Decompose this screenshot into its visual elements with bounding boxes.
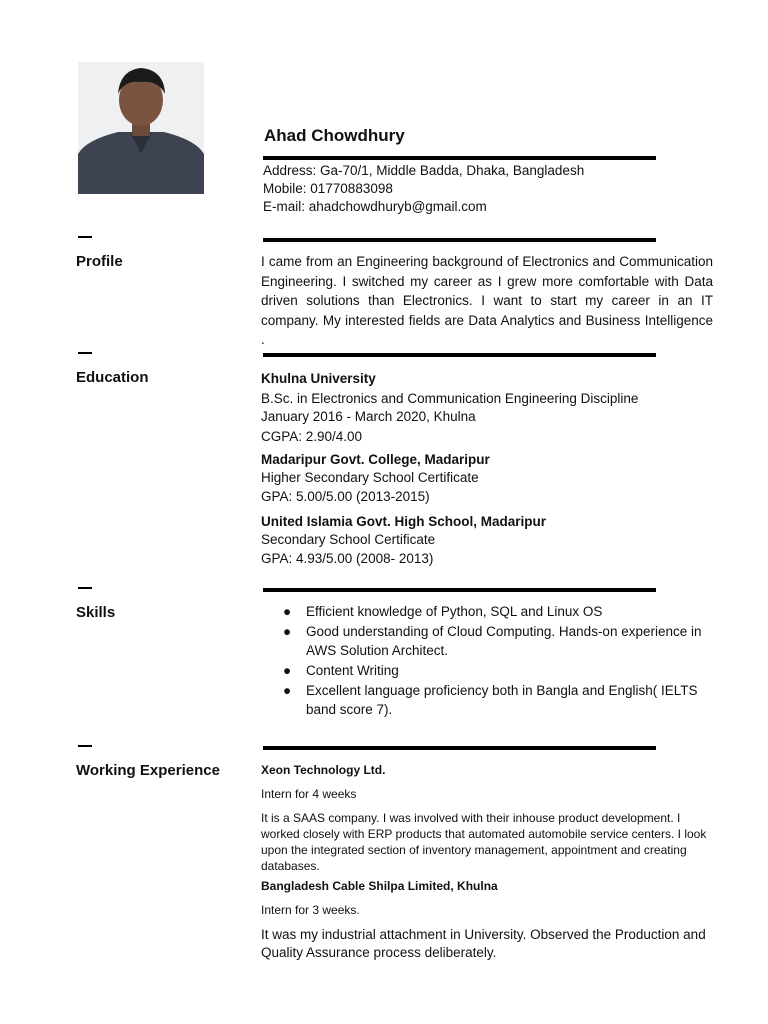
list-item: ● Good understanding of Cloud Computing. Hands-on experience in AWS Solution Architect. bbox=[283, 624, 702, 658]
list-item: ● Content Writing bbox=[283, 663, 399, 678]
grade: GPA: 5.00/5.00 (2013-2015) bbox=[261, 489, 430, 504]
person-photo-icon bbox=[78, 62, 204, 194]
job-description: It was my industrial attachment in University. Observed the Production and Quality Assurance process deliberately. bbox=[261, 927, 706, 960]
education-entry bbox=[261, 370, 721, 446]
address: Address: Ga-70/1, Middle Badda, Dhaka, Bangladesh bbox=[263, 163, 585, 178]
job-description: It is a SAAS company. I was involved with their inhouse product development. I worked closely with ERP products that automated automobile service centers. I look upon the integrated section of inventory management, appointment and creating databases. bbox=[261, 811, 707, 873]
education-entry bbox=[261, 451, 721, 506]
divider bbox=[263, 238, 656, 242]
job-entry bbox=[261, 763, 713, 874]
profile-text: I came from an Engineering background of Electronics and Communication Engineering. I switched my career as I grew more comfortable with Data driven solutions than Electronics. I want to start my career in an IT company. My interested fields are Data Analytics and Business Intelligence . bbox=[261, 254, 713, 348]
contact-info bbox=[263, 162, 584, 216]
candidate-name: Ahad Chowdhury bbox=[264, 126, 405, 145]
institution: Khulna University bbox=[261, 371, 376, 386]
skills-list bbox=[283, 602, 713, 720]
mobile: Mobile: 01770883098 bbox=[263, 181, 393, 196]
degree: B.Sc. in Electronics and Communication Engineering Discipline bbox=[261, 391, 639, 406]
duration: Intern for 4 weeks bbox=[261, 786, 357, 801]
job-entry bbox=[261, 879, 713, 962]
profile-photo bbox=[78, 62, 204, 194]
institution: United Islamia Govt. High School, Madaripur bbox=[261, 514, 547, 529]
list-item: ● Excellent language proficiency both in Bangla and English( IELTS band score 7). bbox=[283, 683, 698, 717]
bullet-icon: ● bbox=[283, 663, 292, 678]
divider bbox=[263, 588, 656, 592]
divider bbox=[263, 156, 656, 160]
email: E-mail: ahadchowdhuryb@gmail.com bbox=[263, 199, 487, 214]
institution: Madaripur Govt. College, Madaripur bbox=[261, 452, 490, 467]
divider bbox=[263, 746, 656, 750]
grade: GPA: 4.93/5.00 (2008- 2013) bbox=[261, 551, 434, 566]
section-label-profile: Profile bbox=[76, 253, 123, 270]
bullet-icon: ● bbox=[283, 683, 292, 698]
duration: Intern for 3 weeks. bbox=[261, 902, 360, 917]
section-label-education: Education bbox=[76, 369, 149, 386]
section-dash bbox=[78, 236, 92, 238]
section-dash bbox=[78, 745, 92, 747]
divider bbox=[263, 353, 656, 357]
section-dash bbox=[78, 352, 92, 354]
company: Bangladesh Cable Shilpa Limited, Khulna bbox=[261, 879, 498, 893]
section-dash bbox=[78, 587, 92, 589]
list-item: ● Efficient knowledge of Python, SQL and Linux OS bbox=[283, 604, 603, 619]
section-label-skills: Skills bbox=[76, 604, 116, 621]
section-label-experience: Working Experience bbox=[76, 762, 220, 779]
degree: Higher Secondary School Certificate bbox=[261, 470, 479, 485]
company: Xeon Technology Ltd. bbox=[261, 763, 386, 777]
degree: Secondary School Certificate bbox=[261, 532, 436, 547]
period: January 2016 - March 2020, Khulna bbox=[261, 409, 476, 424]
grade: CGPA: 2.90/4.00 bbox=[261, 429, 363, 444]
bullet-icon: ● bbox=[283, 624, 292, 639]
education-entry bbox=[261, 513, 721, 568]
bullet-icon: ● bbox=[283, 604, 292, 619]
